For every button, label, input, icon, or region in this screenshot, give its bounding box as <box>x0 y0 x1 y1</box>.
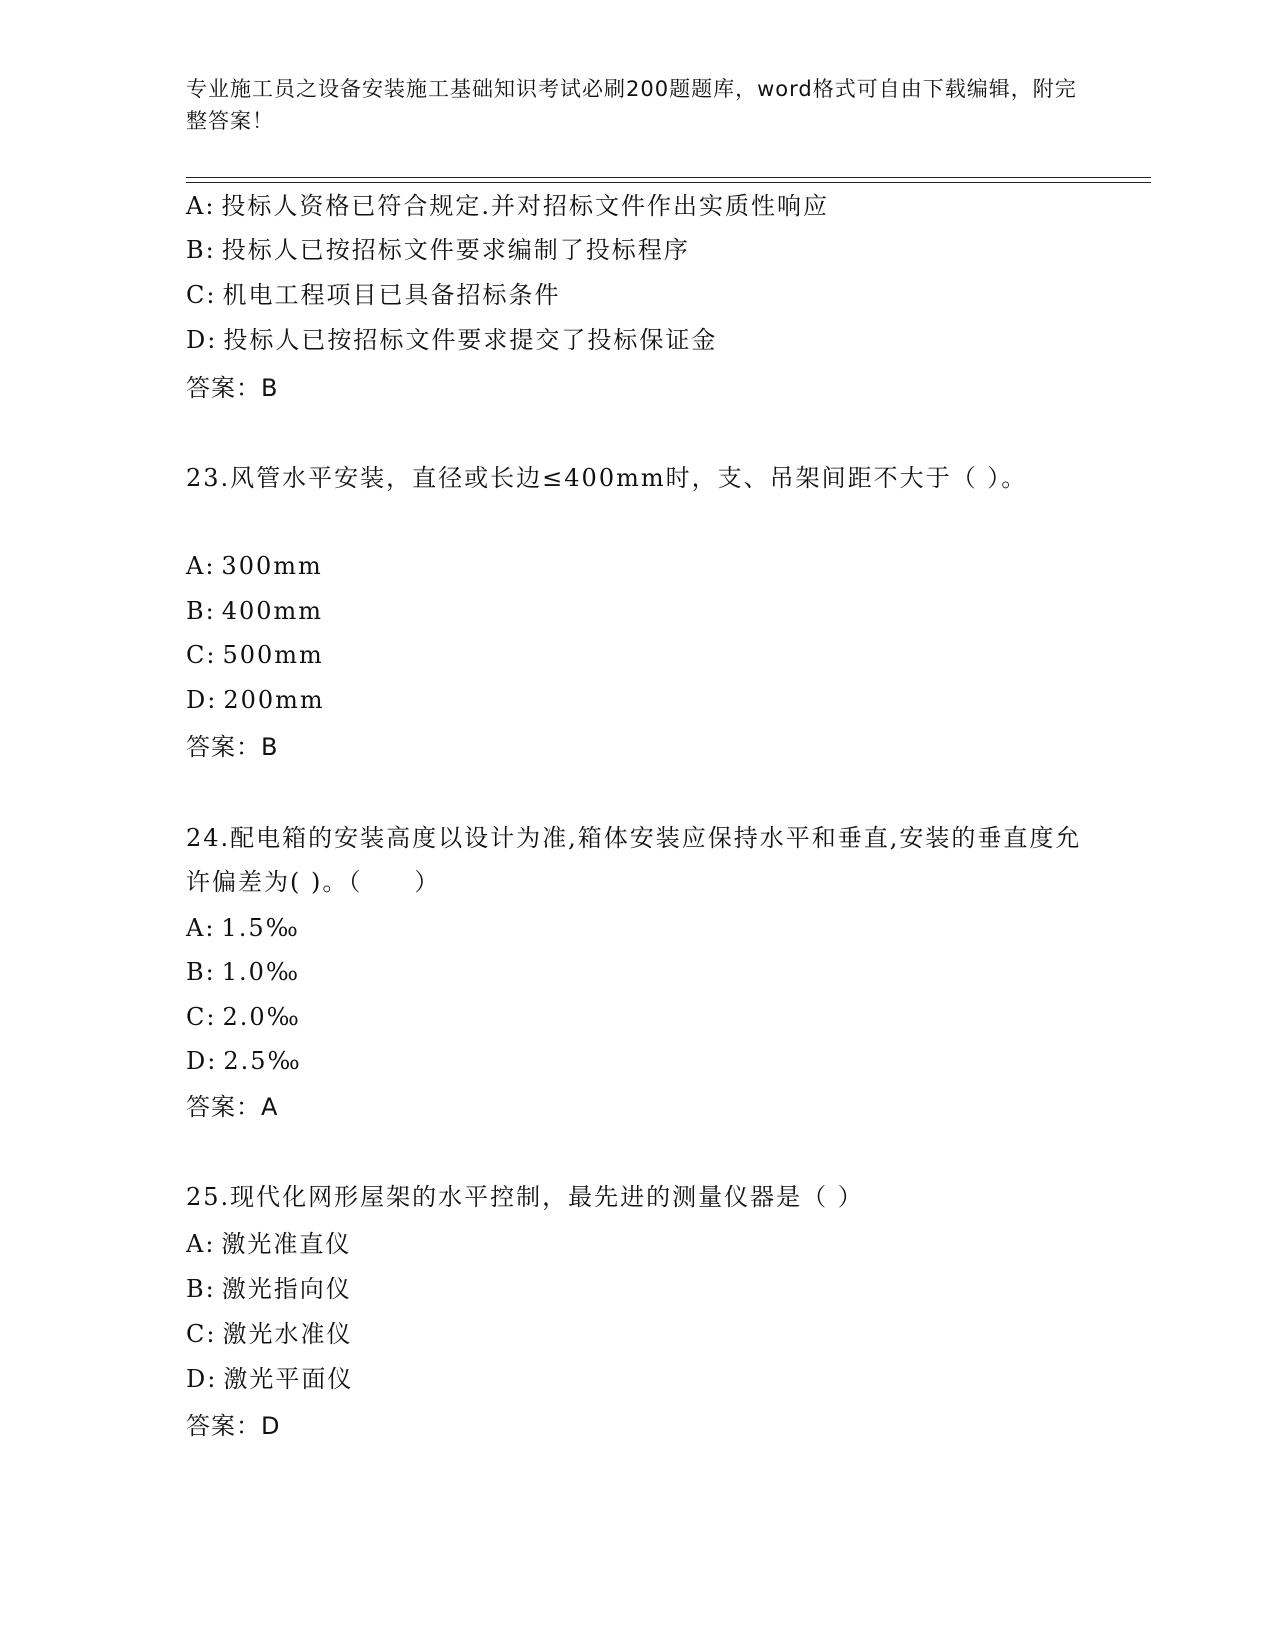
option-label: C: <box>186 641 217 669</box>
option-text: 2.5‰ <box>223 1047 302 1075</box>
option-text: 激光水准仪 <box>222 1320 353 1348</box>
option-text: 500mm <box>222 641 324 669</box>
option-label: D: <box>186 686 218 714</box>
option-label: B: <box>186 236 216 264</box>
header-divider-top <box>186 177 1151 178</box>
option-label: B: <box>186 958 216 986</box>
option-text: 1.0‰ <box>221 958 301 986</box>
option-label: C: <box>186 1003 217 1031</box>
option-text: 激光平面仪 <box>223 1365 354 1393</box>
option-label: D: <box>186 326 218 354</box>
q23-option-a <box>186 551 323 581</box>
option-label: B: <box>186 597 216 625</box>
q22-option-a <box>186 191 829 221</box>
q23-option-b <box>186 596 323 626</box>
q23-option-c <box>186 640 324 670</box>
q24-answer: 答案：A <box>186 1093 279 1121</box>
document-header-title: 专业施工员之设备安装施工基础知识考试必刷200题题库，word格式可自由下载编辑，附完整答案！ <box>186 77 1077 133</box>
q23-option-d <box>186 685 325 715</box>
q25-answer: 答案：D <box>186 1412 281 1440</box>
q23-stem: 23.风管水平安装，直径或长边≤400mm时，支、吊架间距不大于（ ）。 <box>186 464 1028 492</box>
option-label: D: <box>186 1047 218 1075</box>
q22-option-d <box>186 325 717 355</box>
option-text: 机电工程项目已具备招标条件 <box>222 281 561 309</box>
q25-option-a <box>186 1229 351 1259</box>
q22-option-c <box>186 280 560 310</box>
q23-answer: 答案：B <box>186 733 279 761</box>
q25-stem: 25.现代化网形屋架的水平控制，最先进的测量仪器是（ ） <box>186 1183 864 1211</box>
q22-option-b <box>186 235 690 265</box>
option-text: 300mm <box>221 552 323 580</box>
option-label: C: <box>186 281 217 309</box>
option-text: 400mm <box>221 597 324 625</box>
option-text: 200mm <box>223 686 325 714</box>
option-text: 投标人已按招标文件要求提交了投标保证金 <box>223 326 718 354</box>
q24-stem: 24.配电箱的安装高度以设计为准,箱体安装应保持水平和垂直,安装的垂直度允许偏差为( )。（ ） <box>186 824 1082 896</box>
q24-option-c <box>186 1002 301 1032</box>
q24-option-d <box>186 1046 302 1076</box>
header-divider-bottom <box>186 182 1151 183</box>
option-text: 投标人资格已符合规定.并对招标文件作出实质性响应 <box>221 192 830 220</box>
option-label: A: <box>186 1230 216 1258</box>
q22-answer: 答案：B <box>186 374 279 402</box>
option-label: A: <box>186 192 216 220</box>
q24-option-b <box>186 957 300 987</box>
q24-option-a <box>186 913 300 943</box>
option-label: D: <box>186 1365 218 1393</box>
option-text: 1.5‰ <box>221 914 300 942</box>
option-label: B: <box>186 1275 216 1303</box>
q25-option-b <box>186 1274 352 1304</box>
option-text: 激光指向仪 <box>221 1275 352 1303</box>
option-text: 激光准直仪 <box>221 1230 352 1258</box>
option-label: C: <box>186 1320 217 1348</box>
q25-option-d <box>186 1364 353 1394</box>
q25-option-c <box>186 1319 352 1349</box>
option-label: A: <box>186 552 216 580</box>
option-text: 投标人已按招标文件要求编制了投标程序 <box>221 236 690 264</box>
option-label: A: <box>186 914 216 942</box>
option-text: 2.0‰ <box>222 1003 301 1031</box>
